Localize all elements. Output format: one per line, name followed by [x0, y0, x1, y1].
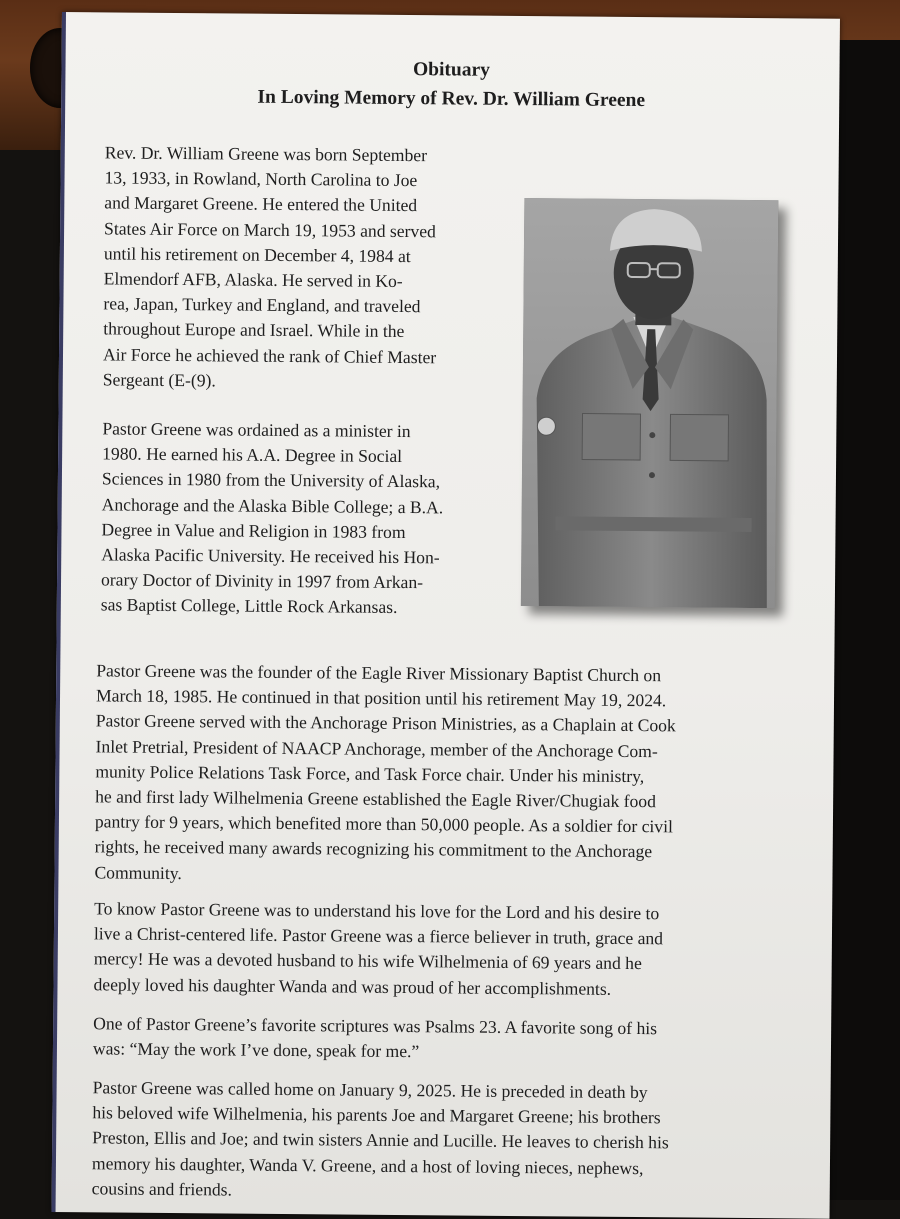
- paragraph-scripture: [93, 1011, 793, 1068]
- title-block: [201, 53, 701, 115]
- paragraph-education: [101, 416, 523, 621]
- text-line: Degree in Value and Religion in 1983 from: [101, 517, 521, 546]
- text-line: memory his daughter, Wanda V. Greene, and a host of loving nieces, nephews,: [92, 1151, 792, 1182]
- text-line: until his retirement on December 4, 1984 at: [104, 241, 524, 270]
- text-line: Air Force he achieved the rank of Chief Master: [103, 342, 523, 371]
- text-line: was: “May the work I’ve done, speak for me.”: [93, 1037, 793, 1068]
- text-line: Pastor Greene was called home on January 9, 2025. He is preceded in death by: [93, 1075, 793, 1106]
- text-line: Community.: [94, 860, 794, 891]
- text-line: Sergeant (E-(9).: [103, 367, 523, 396]
- text-line: he and first lady Wilhelmenia Greene established the Eagle River/Chugiak food: [95, 784, 795, 815]
- text-line: States Air Force on March 19, 1953 and served: [104, 216, 524, 245]
- paragraph-early-life: [103, 140, 525, 396]
- paragraph-survivors: [92, 1075, 793, 1207]
- text-line: One of Pastor Greene’s favorite scriptures was Psalms 23. A favorite song of his: [93, 1011, 793, 1042]
- portrait-photo: [521, 198, 779, 608]
- text-line: March 18, 1985. He continued in that position until his retirement May 19, 2024.: [96, 684, 796, 715]
- text-line: Pastor Greene was the founder of the Eagle River Missionary Baptist Church on: [96, 658, 796, 689]
- page-spine: [52, 12, 66, 1212]
- text-line: 1980. He earned his A.A. Degree in Social: [102, 442, 522, 471]
- paragraph-ministry: [94, 658, 796, 891]
- text-line: his beloved wife Wilhelmenia, his parents Joe and Margaret Greene; his brothers: [92, 1101, 792, 1132]
- text-line: throughout Europe and Israel. While in the: [103, 317, 523, 346]
- text-line: Elmendorf AFB, Alaska. He served in Ko-: [104, 266, 524, 295]
- text-line: Inlet Pretrial, President of NAACP Anchorage, member of the Anchorage Com-: [95, 734, 795, 765]
- text-line: Alaska Pacific University. He received his Hon-: [101, 542, 521, 571]
- text-line: Pastor Greene was ordained as a minister in: [102, 416, 522, 445]
- text-line: pantry for 9 years, which benefited more than 50,000 people. As a soldier for civil: [95, 810, 795, 841]
- portrait-image: [521, 198, 779, 608]
- text-line: munity Police Relations Task Force, and Task Force chair. Under his ministry,: [95, 759, 795, 790]
- document-subtitle: In Loving Memory of Rev. Dr. William Greene: [201, 82, 701, 115]
- text-line: rights, he received many awards recognizing his commitment to the Anchorage: [95, 835, 795, 866]
- text-line: Rev. Dr. William Greene was born September: [105, 140, 525, 169]
- text-line: To know Pastor Greene was to understand his love for the Lord and his desire to: [94, 896, 794, 927]
- text-line: Preston, Ellis and Joe; and twin sisters Annie and Lucille. He leaves to cherish his: [92, 1126, 792, 1157]
- text-line: Sciences in 1980 from the University of Alaska,: [102, 467, 522, 496]
- document-title: Obituary: [201, 53, 701, 86]
- text-line: rea, Japan, Turkey and England, and traveled: [103, 292, 523, 321]
- text-line: orary Doctor of Divinity in 1997 from Arkan-: [101, 568, 521, 597]
- text-line: cousins and friends.: [92, 1176, 792, 1207]
- text-line: 13, 1933, in Rowland, North Carolina to Joe: [104, 166, 524, 195]
- text-line: deeply loved his daughter Wanda and was proud of her accomplishments.: [93, 972, 793, 1003]
- text-line: Pastor Greene served with the Anchorage Prison Ministries, as a Chaplain at Cook: [96, 709, 796, 740]
- paragraph-character: [93, 896, 794, 1003]
- text-line: live a Christ-centered life. Pastor Greene was a fierce believer in truth, grace and: [94, 922, 794, 953]
- text-line: and Margaret Greene. He entered the United: [104, 191, 524, 220]
- text-line: mercy! He was a devoted husband to his wife Wilhelmenia of 69 years and he: [94, 947, 794, 978]
- text-line: Anchorage and the Alaska Bible College; a B.A.: [102, 492, 522, 521]
- text-line: sas Baptist College, Little Rock Arkansas.: [101, 593, 521, 622]
- obituary-page: [52, 12, 840, 1219]
